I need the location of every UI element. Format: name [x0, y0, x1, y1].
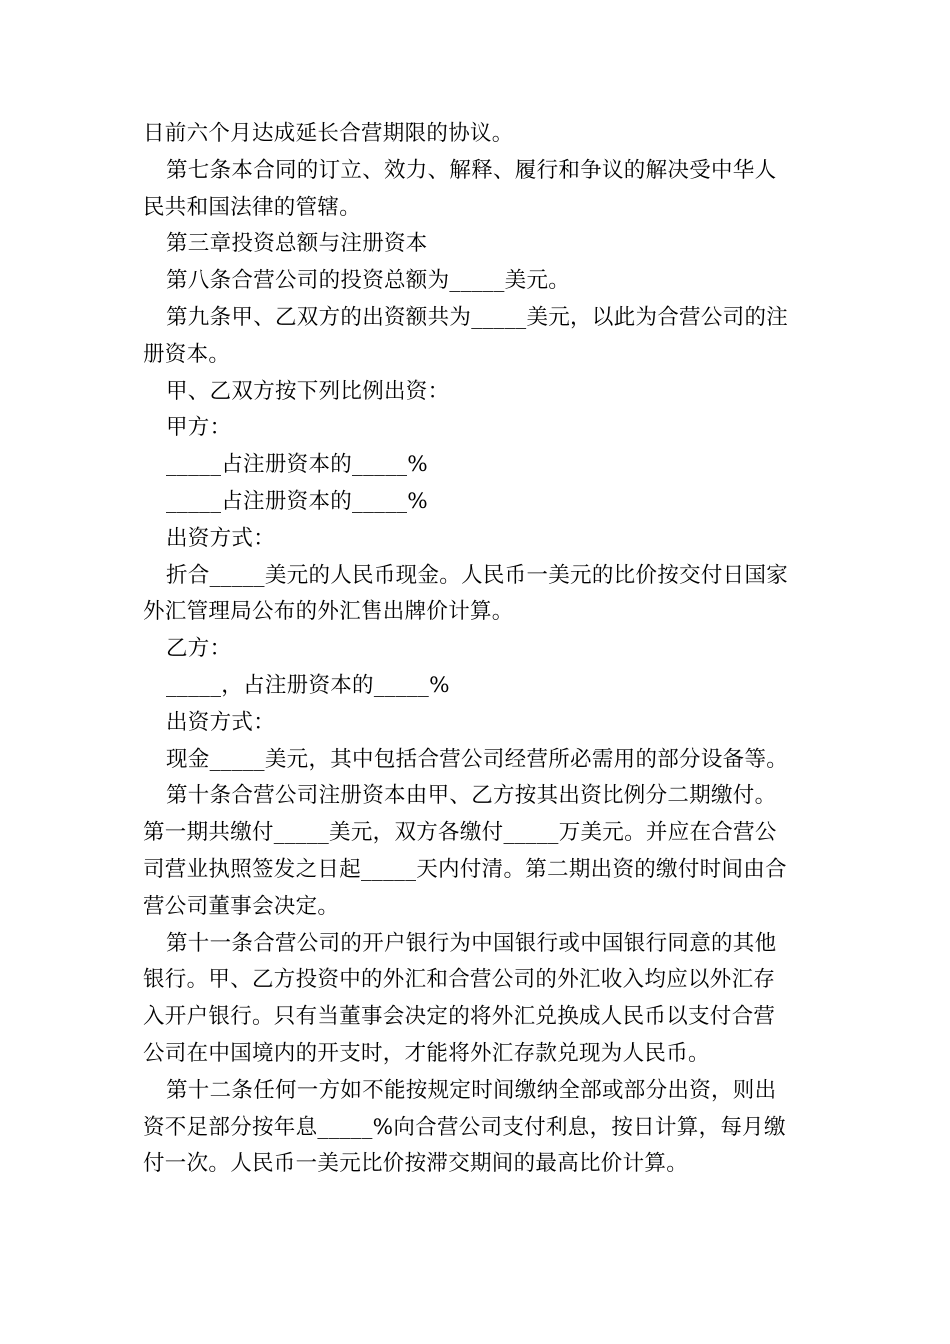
document-page: [143, 116, 811, 1183]
text-line: 公司在中国境内的开支时，才能将外汇存款兑现为人民币。: [143, 1040, 710, 1066]
text-line: 第九条甲、乙双方的出资额共为_____美元，以此为合营公司的注: [166, 304, 789, 330]
text-line: 甲方：: [166, 415, 232, 441]
text-line: 资不足部分按年息_____%向合营公司支付利息，按日计算，每月缴: [143, 1114, 786, 1140]
text-line: 司营业执照签发之日起_____天内付清。第二期出资的缴付时间由合: [143, 856, 787, 882]
text-line: 现金_____美元，其中包括合营公司经营所必需用的部分设备等。: [166, 746, 789, 772]
text-line: 银行。甲、乙方投资中的外汇和合营公司的外汇收入均应以外汇存: [143, 967, 776, 993]
text-line: 营公司董事会决定。: [143, 893, 340, 919]
text-line: 入开户银行。只有当董事会决定的将外汇兑换成人民币以支付合营: [143, 1004, 776, 1030]
text-line: 民共和国法律的管辖。: [143, 194, 362, 220]
text-line: 日前六个月达成延长合营期限的协议。: [143, 121, 514, 146]
text-line: 第十二条任何一方如不能按规定时间缴纳全部或部分出资，则出: [166, 1077, 777, 1103]
text-line: 第十条合营公司注册资本由甲、乙方按其出资比例分二期缴付。: [166, 783, 777, 809]
text-line: 第一期共缴付_____美元，双方各缴付_____万美元。并应在合营公: [143, 820, 777, 846]
text-line: 第八条合营公司的投资总额为_____美元。: [166, 268, 571, 294]
text-line: 第七条本合同的订立、效力、解释、履行和争议的解决受中华人: [166, 157, 777, 183]
text-line: 甲、乙双方按下列比例出资：: [166, 378, 450, 404]
text-line: _____，占注册资本的_____%: [166, 672, 450, 698]
text-line: _____占注册资本的_____%: [166, 488, 429, 514]
text-line: 第十一条合营公司的开户银行为中国银行或中国银行同意的其他: [166, 930, 777, 956]
text-line: 册资本。: [143, 341, 231, 367]
text-line: 乙方：: [166, 636, 232, 662]
text-line: 第三章投资总额与注册资本: [166, 231, 428, 257]
text-line: 付一次。人民币一美元比价按滞交期间的最高比价计算。: [143, 1151, 689, 1177]
text-line: 出资方式：: [166, 709, 276, 735]
text-line: _____占注册资本的_____%: [166, 452, 429, 478]
text-line: 外汇管理局公布的外汇售出牌价计算。: [143, 599, 514, 625]
text-line: 出资方式：: [166, 525, 276, 551]
text-line: 折合_____美元的人民币现金。人民币一美元的比价按交付日国家: [166, 562, 789, 588]
